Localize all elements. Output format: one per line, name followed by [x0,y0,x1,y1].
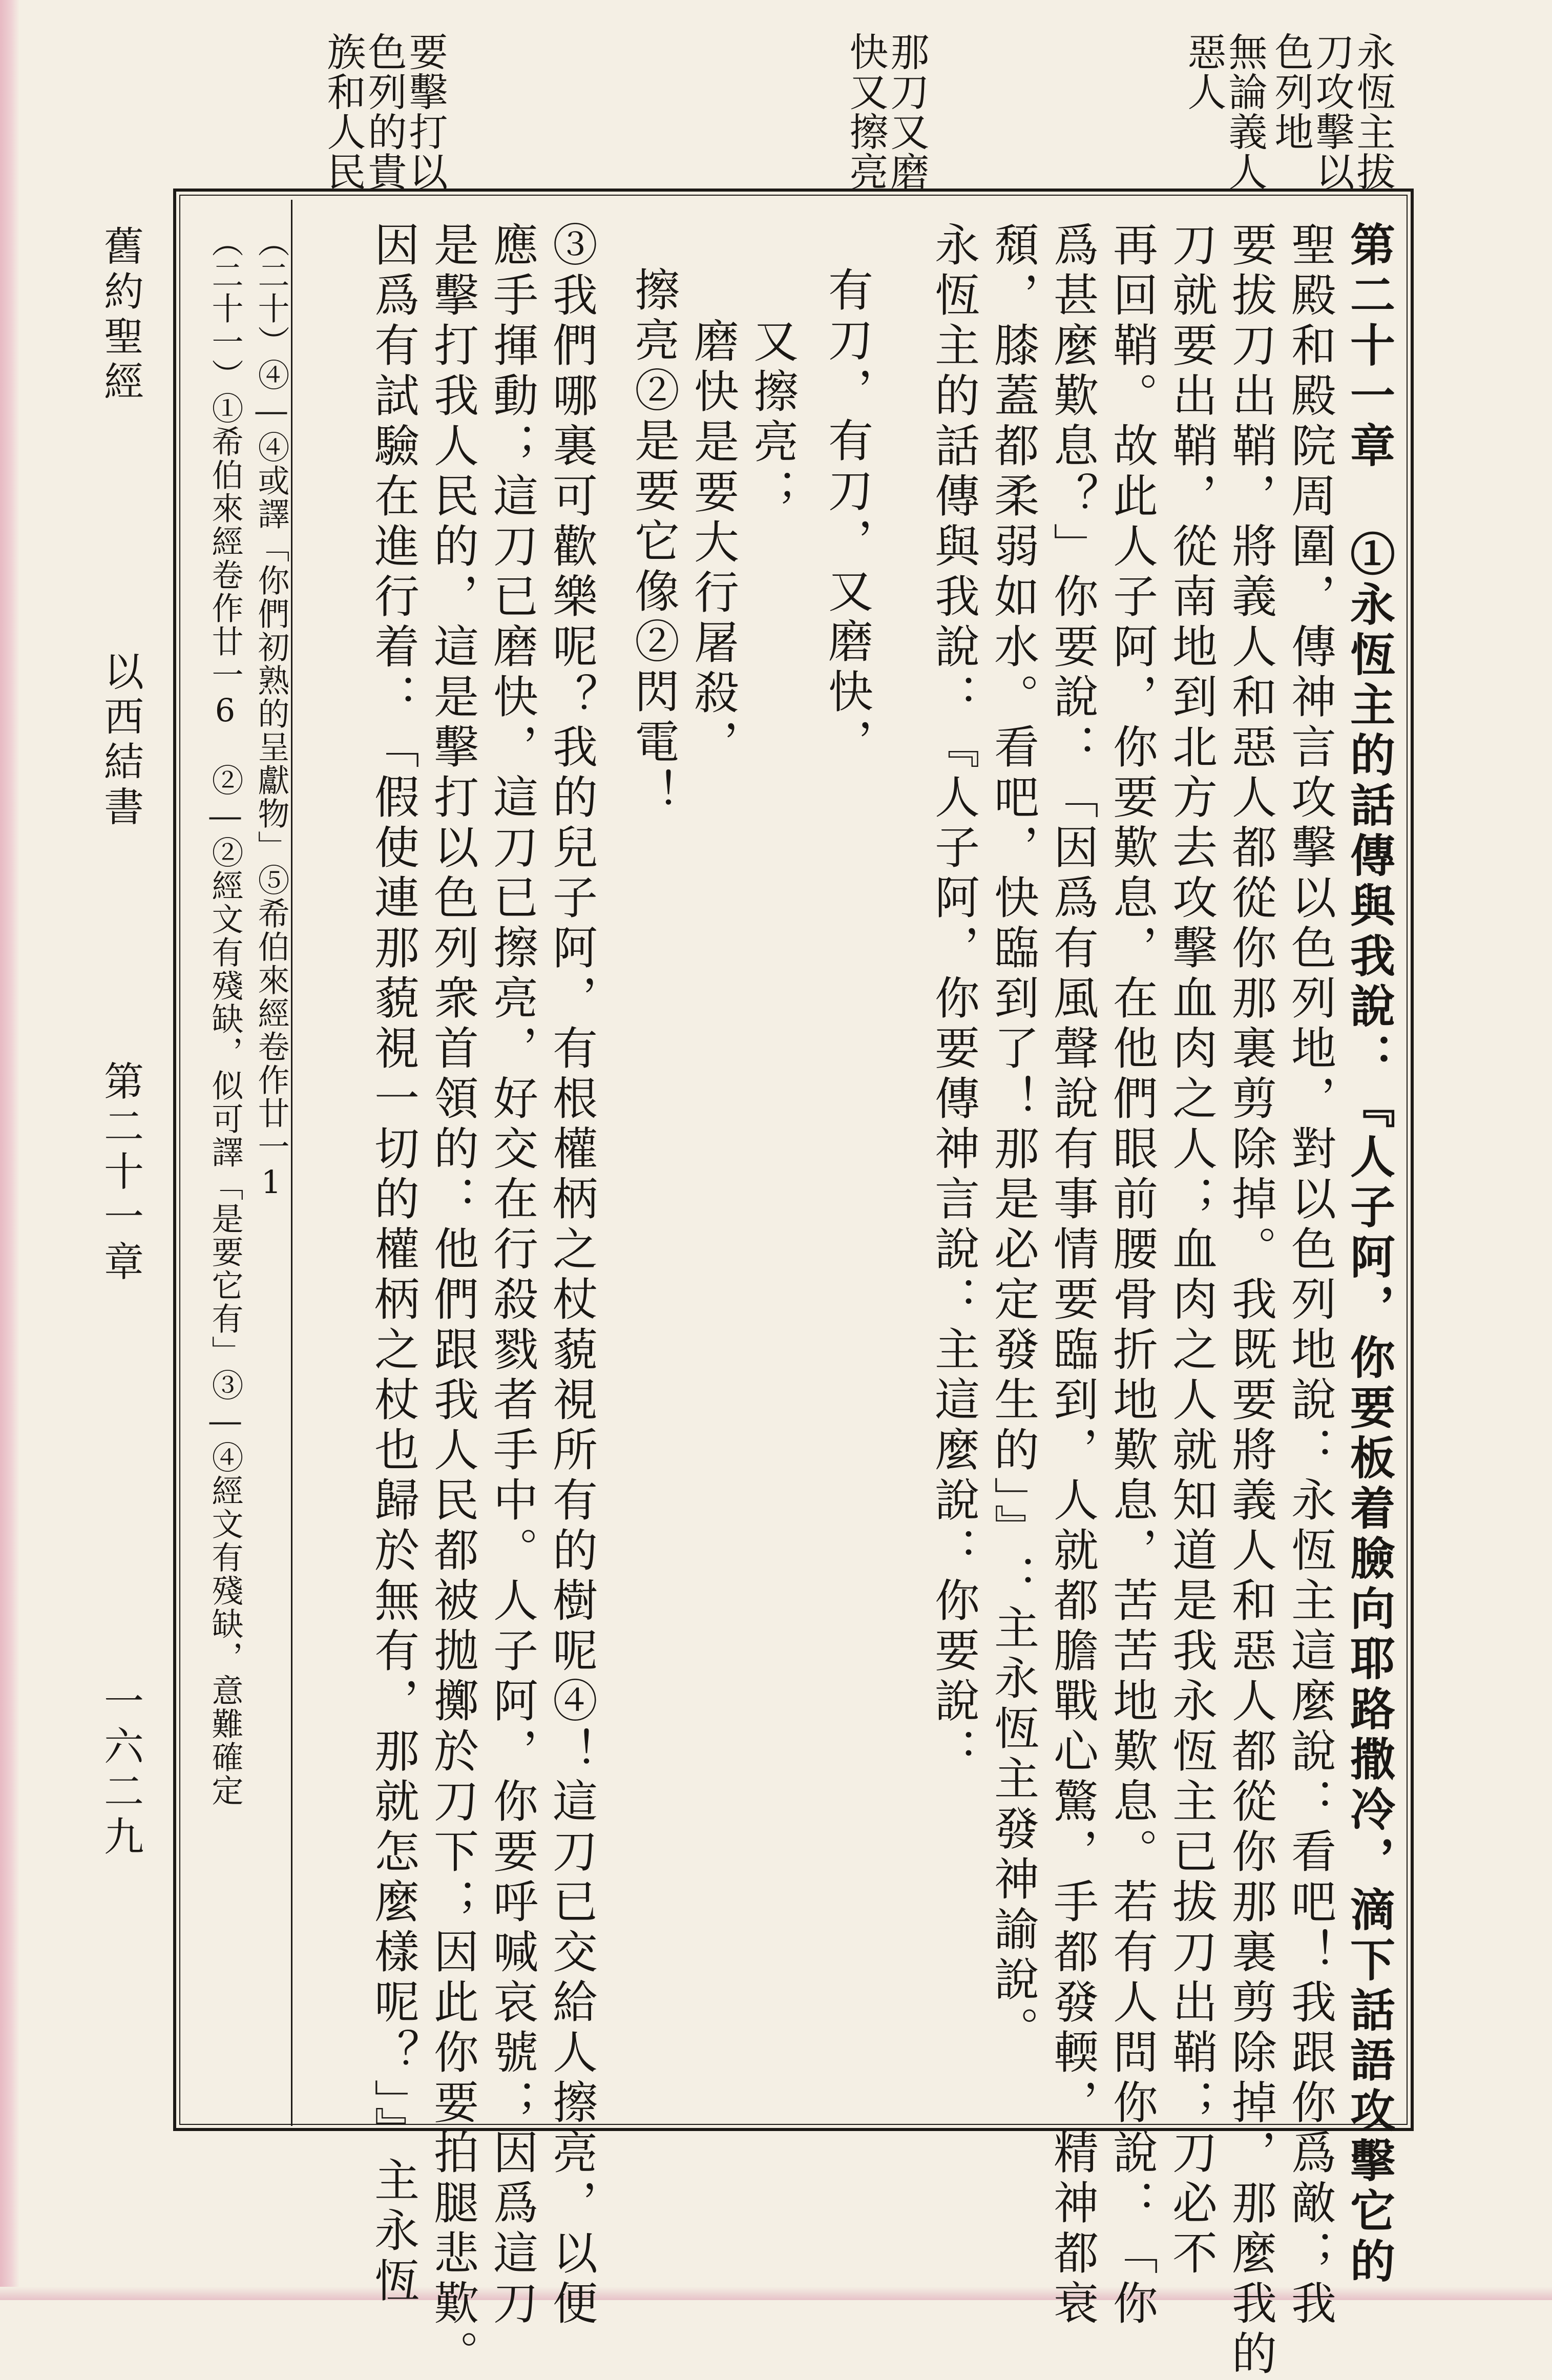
margin-note-4-line-1: 要擊打以 [403,32,448,192]
margin-note-3-line-2: 快又擦亮 [843,32,889,192]
text-column-5: 再回鞘。故此人子阿，你要歎息，在他們眼前腰骨折地歎息，苦苦地歎息。若有人問你說：「你 [1106,221,1159,2330]
text-column-6: 爲甚麼歎息？」你要說：「因爲有風聲說有事情要臨到，人就都膽戰心驚，手都發輭，精神都衰 [1046,221,1099,2330]
chapter-label: 第二十一章 [97,1060,143,1286]
page-edge [0,0,19,2300]
text-column-14: 應手揮動；這刀已磨快，這刀已擦亮，好交在行殺戮者手中。人子阿，你要呼喊哀號；因爲這刀 [486,221,539,2330]
margin-note-3-line-1: 那刀又磨 [884,32,930,192]
footnote-divider [291,200,292,2126]
margin-note-2-line-2: 惡人 [1181,32,1227,112]
text-column-7: 頹，膝蓋都柔弱如水。看吧，快臨到了！那是必定發生的」』：主永恆主發神諭說。 [987,221,1040,2056]
poetry-line-2: 又擦亮； [746,318,799,518]
margin-note-1-line-3: 色列地 [1268,32,1314,152]
footnote-21: （二十一）①希伯來經卷作廿一6 ②―②經文有殘缺，似可譯「是要它有」③―④經文有殘缺，意難確定 [206,225,244,1807]
text-column-8: 永恆主的話傳與我說：『人子阿，你要傳神言說：主這麼說：你要說： [928,221,980,1778]
book-name: 以西結書 [97,651,143,831]
text-column-15: 是擊打我人民的，這是擊打以色列衆首領的：他們跟我人民都被拋擲於刀下；因此你要拍腿悲歎。 [427,221,479,2380]
text-column-13: ③我們哪裏可歡樂呢？我的兒子阿，有根權柄之杖藐視所有的樹呢④！這刀已交給人擦亮，以便 [546,221,598,2330]
page-number: 一六二九 [97,1680,143,1861]
margin-note-1-line-2: 刀攻擊以 [1309,32,1355,192]
margin-note-2-line-1: 無論義人 [1222,32,1268,192]
text-column-2: 聖殿和殿院周圍，傳神言攻擊以色列地，對以色列地說：永恆主這麼說：看吧！我跟你爲敵；我 [1284,221,1337,2330]
chapter-heading-column: 第二十一章 ①永恆主的話傳與我說：『人子阿，你要板着臉向耶路撒冷，滴下話語攻擊它的 [1343,221,1396,2288]
poetry-line-1: 有刀，有刀，又磨快， [821,266,874,768]
margin-note-4-line-3: 族和人民 [321,32,366,192]
book-title: 舊約聖經 [97,225,143,406]
footnote-20: （二十）④―④或譯「你們初熟的呈獻物」⑤希伯來經卷作廿一1 [253,225,290,1202]
text-column-4: 刀就要出鞘，從南地到北方去攻擊血肉之人；血肉之人就知道是我永恆主已拔刀出鞘；刀必不 [1165,221,1218,2280]
poetry-line-3: 磨快是要大行屠殺， [687,318,740,769]
margin-note-4-line-2: 色列的貴 [362,32,407,192]
text-column-16: 因爲有試驗在進行着：「假使連那藐視一切的權柄之杖也歸於無有，那就怎麼樣呢？」』主永恆 [367,221,420,2307]
poetry-line-4: 擦亮②是要它像②閃電！ [627,266,680,819]
margin-note-1-line-1: 永恆主拔 [1350,32,1396,192]
text-column-3: 要拔刀出鞘，將義人和惡人都從你那裏剪除掉。我既要將義人和惡人都從你那裏剪除掉，那麼我的 [1225,221,1277,2380]
